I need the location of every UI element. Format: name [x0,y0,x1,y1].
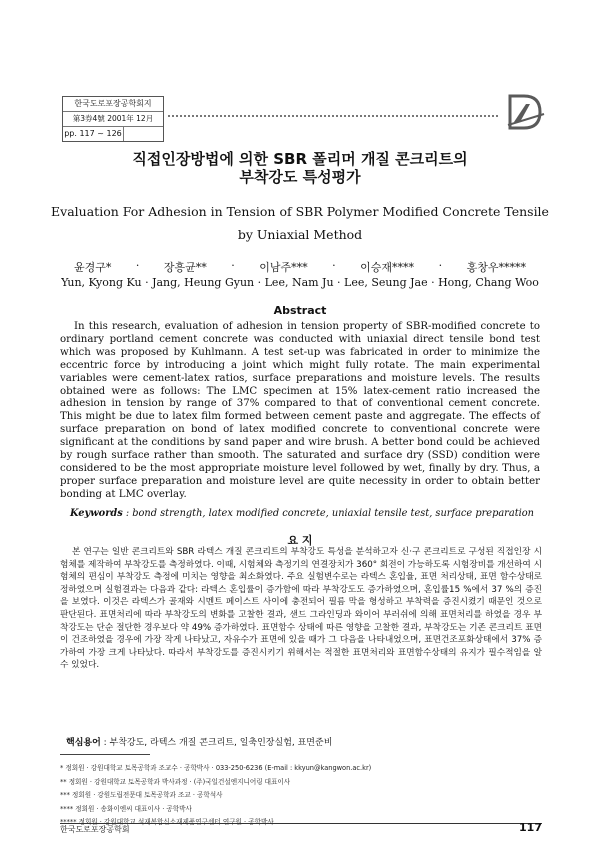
yoji-heading: 요 지 [287,534,313,547]
abstract-heading: Abstract [273,304,327,317]
paper-title-ko [60,150,540,186]
author-ko: 홍창우***** [466,261,526,274]
journal-volume: 第3券4號 2001年 12月 [63,112,163,127]
author-separator: · [332,259,336,272]
header-dotted-rule [168,115,498,117]
keywords-ko-label: 핵심용어 [66,738,101,748]
author-ko: 장흥균** [163,261,207,274]
paper-title-en [40,205,560,242]
footnote: ***** 정회원 · 강원대학교 석재복합신소재제품연구센터 연구원 · 공학박사 [60,818,274,827]
author-ko: 윤경구* [74,261,112,274]
keywords-label: Keywords [70,508,123,519]
journal-name: 한국도로포장공학회지 [63,97,163,112]
keywords-ko [66,735,536,748]
author-ko: 이승재**** [360,261,415,274]
keywords-ko-list: : 부착강도, 라텍스 개질 콘크리트, 일축인장실험, 표면준비 [100,738,333,748]
abstract-body: In this research, evaluation of adhesion in tension property of SBR-modified concrete to ordinary portland cement concrete was conducted with uniaxial direct tensile bond test which was proposed by Kuhlmann. A test set-up was fabricated in order to minimize the eccentric force by introducing a joint which might fully rotate. The main experimental variables were cement-latex ratios, surface preparations and moisture levels. The results obtained were as follows: The LMC specimen at 15% latex-cement ratio increased the adhesion in tension by range of 37% compared to that of conventional cement concrete. This might be due to latex film formed between cement paste and aggregate. The effects of surface preparation on bond of latex modified concrete to conventional concrete were significant at the conditions by sand paper and wire brush. A better bond could be achieved by rough surface rather than smooth. The saturated and surface dry (SSD) condition were considered to be the most appropriate moisture level followed by wet, finally by dry. Thus, a proper surface preparation and moisture level are quite necessity in order to obtain better bonding at LMC overlay. [60,321,540,500]
yoji-body: 본 연구는 일반 콘크리트와 SBR 라텍스 개질 콘크리트의 부착강도 특성을 분석하고자 신·구 콘크리트로 구성된 직접인장 시험체를 제작하여 부착강도를 측정하였다. 이때, 시험체와 측정기의 연결장치가 360° 회전이 가능하도록 시험장비를 개선하여 시험체의 편심이 부착강도 측정에 미치는 영향을 최소화였다. 주요 실험변수로는 라텍스 혼입율, 표면 처리상태, 표면 함수상태로 정하였으며 실험결과는 다음과 같다: 라텍스 혼입률이 증가함에 따라 부착강도도 증가하였으며, 혼입률15 %에서 37 %의 증진을 보였다. 이것은 라텍스가 골재와 시멘트 페이스트 사이에 충전되어 필름 막을 형성하고 부착력을 증진시켰기 때문인 것으로 판단된다. 표면처리에 따라 부착강도의 변화를 고찰한 결과, 샌드 그라인딩과 와이어 부러쉬에 의해 표면처리를 하였을 경우 부착강도는 단순 절단한 경우보다 약 49% 증가하였다. 표면함수 상태에 따른 영향을 고찰한 결과, 부착강도는 기존 콘크리트 표면이 건조하였을 경우에 가장 작게 나타났고, 자유수가 표면에 있을 때가 그 다음을 나타내었으며, 표면건조포화상태에서 37% 증가하여 가장 크게 나타났다. 따라서 부착강도를 증진시키기 위해서는 적절한 표면처리와 표면함수상태의 유지가 필수적임을 알 수 있었다. [60,547,542,671]
footnote: *** 정회원 · 강원도립전문대 토목공학과 조교 · 공학석사 [60,791,223,800]
title-ko-line-1: 직접인장방법에 의한 SBR 폴리머 개질 콘크리트의 [132,150,468,168]
footnote: * 정회원 · 강원대학교 토목공학과 조교수 · 공학박사 · 033-250-6236 (E-mail : kkyun@kangwon.ac.kr) [60,764,372,772]
journal-logo-icon [506,92,546,132]
author-ko: 이남주*** [259,261,308,274]
footnote: **** 정회원 · 송화이엔씨 대표이사 · 공학박사 [60,804,192,813]
title-en-line-2: by Uniaxial Method [237,227,363,242]
author-separator: · [135,259,140,272]
author-separator: · [438,259,443,272]
footer-rule [60,823,542,824]
footnote: ** 정회원 · 강원대학교 토목공학과 박사과정 · (주)국일건설엔지니어링 대표이사 [60,777,291,786]
title-en-line-1: Evaluation For Adhesion in Tension of SBR Polymer Modified Concrete Tensile [51,204,549,219]
keywords-en [70,508,540,519]
footnotes [60,762,540,830]
yoji-text [60,546,542,672]
authors-ko [60,259,540,275]
page-number: 117 [519,821,542,834]
title-ko-line-2: 부착강도 특성평가 [239,168,361,186]
keywords-list: : bond strength, latex modified concrete, uniaxial tensile test, surface preparation [122,508,534,519]
footer-society: 한국도로포장공학회 [60,825,130,834]
footnote-rule [60,754,150,755]
abstract-text [60,321,540,502]
journal-info-box [62,96,164,142]
author-separator: · [231,259,235,272]
journal-pages: pp. 117 ~ 126 [63,127,124,141]
authors-en: Yun, Kyong Ku · Jang, Heung Gyun · Lee, Nam Ju · Lee, Seung Jae · Hong, Chang Woo [61,276,539,289]
